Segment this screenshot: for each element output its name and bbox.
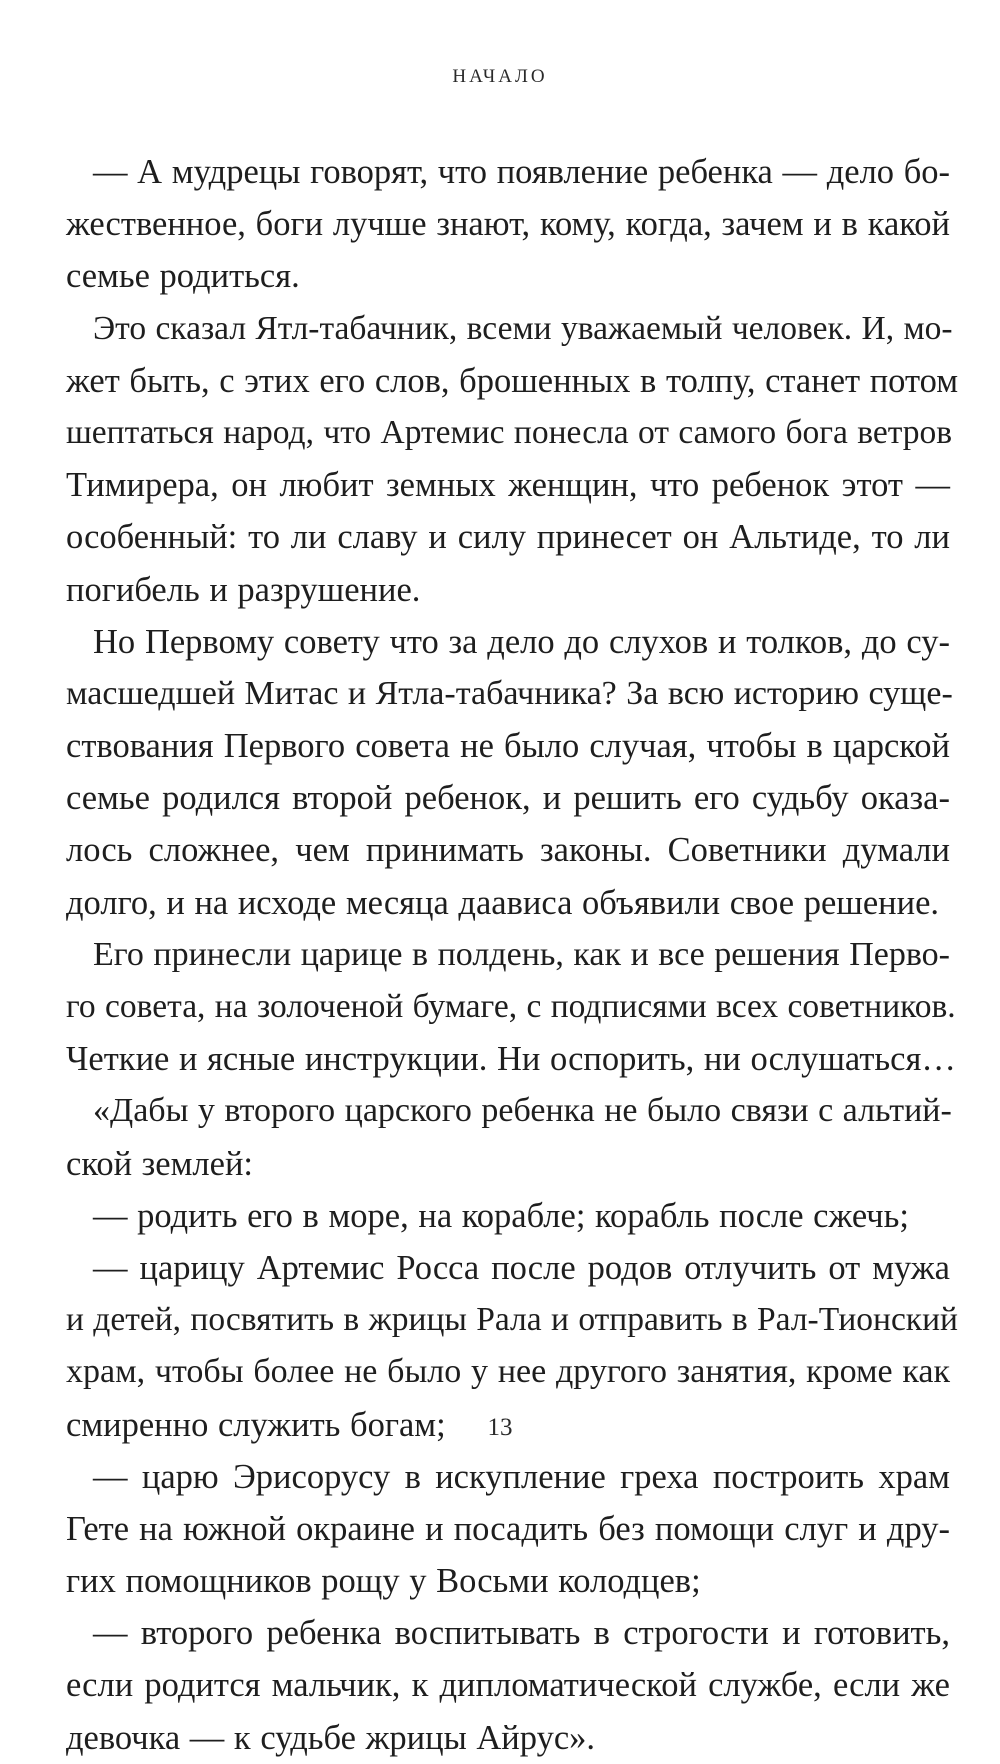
text-line: ской землей: <box>66 1144 254 1183</box>
text-line: Это сказал Ятл-табачник, всеми уважаемый человек. И, мо- <box>93 309 953 347</box>
text-line: жественное, боги лучше знают, кому, когда, зачем и в какой <box>66 205 950 244</box>
text-line: Но Первому совету что за дело до слухов и толков, до су- <box>93 622 950 661</box>
body-text <box>66 146 959 1764</box>
text-line: если родится мальчик, к дипломатической службе, если же <box>66 1666 950 1705</box>
text-line: и детей, посвятить в жрицы Рала и отправить в Рал-Тионский <box>66 1301 958 1339</box>
text-line: — царицу Артемис Росса после родов отлучить от мужа <box>93 1248 950 1287</box>
text-line: Четкие и ясные инструкции. Ни оспорить, ни ослушаться… <box>66 1040 956 1079</box>
text-line: масшедшей Митас и Ятла-табачника? За всю историю суще- <box>66 674 953 712</box>
text-line: храм, чтобы более не было у нее другого занятия, кроме как <box>66 1353 950 1391</box>
page-number: 13 <box>487 1414 513 1441</box>
text-line: — царю Эрисорусу в искупление греха построить храм <box>93 1457 950 1496</box>
text-line: — второго ребенка воспитывать в строгости и готовить, <box>93 1614 950 1653</box>
running-head: НАЧАЛО <box>452 66 548 87</box>
text-line: семье родиться. <box>66 257 300 296</box>
text-line: семье родился второй ребенок, и решить его судьбу оказа- <box>66 779 950 818</box>
text-line: Гете на южной окраине и посадить без помощи слуг и дру- <box>66 1509 950 1548</box>
text-line: девочка — к судьбе жрицы Айрус». <box>66 1718 596 1757</box>
text-line: Его принесли царице в полдень, как и все решения Перво- <box>93 935 950 973</box>
text-line: гих помощников рощу у Восьми колодцев; <box>66 1562 701 1601</box>
text-line: — родить его в море, на корабле; корабль после сжечь; <box>93 1196 909 1235</box>
text-line: смиренно служить богам; <box>66 1405 446 1444</box>
text-line: особенный: то ли славу и силу принесет он Альтиде, то ли <box>66 518 950 557</box>
text-line: — А мудрецы говорят, что появление ребенка — дело бо- <box>93 153 950 191</box>
text-line: «Дабы у второго царского ребенка не было связи с альтий- <box>93 1092 952 1130</box>
text-line: погибель и разрушение. <box>66 570 421 609</box>
text-line: Тимирера, он любит земных женщин, что ребенок этот — <box>66 466 950 505</box>
text-line: жет быть, с этих его слов, брошенных в толпу, станет потом <box>66 361 959 400</box>
text-line: долго, и на исходе месяца даависа объявили свое решение. <box>66 883 940 922</box>
text-line: шептаться народ, что Артемис понесла от самого бога ветров <box>66 413 953 451</box>
text-line: ствования Первого совета не было случая, чтобы в царской <box>66 727 950 766</box>
text-line: лось сложнее, чем принимать законы. Советники думали <box>66 831 950 870</box>
text-line: го совета, на золоченой бумаге, с подписями всех советников. <box>66 988 956 1025</box>
